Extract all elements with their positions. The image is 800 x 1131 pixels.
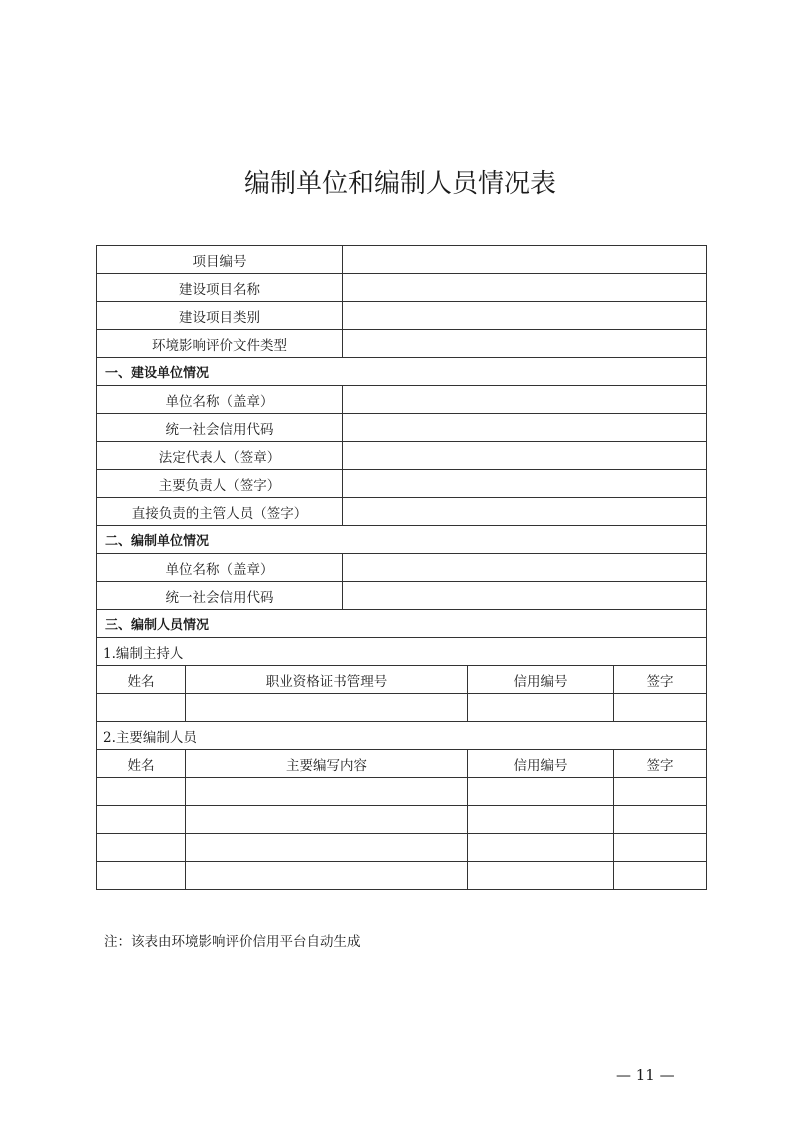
table-row <box>97 386 707 414</box>
section-heading-construction-unit: 一、建设单位情况 <box>97 358 707 386</box>
compiling-credit-code-label: 统一社会信用代码 <box>97 582 343 610</box>
staff-signature-cell[interactable] <box>614 834 707 862</box>
staff-signature-cell[interactable] <box>614 862 707 890</box>
compiling-unit-name-value[interactable] <box>343 554 707 582</box>
host-col-name: 姓名 <box>97 666 186 694</box>
table-row <box>97 526 707 554</box>
supervisor-value[interactable] <box>343 498 707 526</box>
host-credit-number-cell[interactable] <box>468 694 614 722</box>
legal-representative-value[interactable] <box>343 442 707 470</box>
table-row <box>97 582 707 610</box>
subsection-heading-host: 1.编制主持人 <box>97 638 707 666</box>
legal-representative-label: 法定代表人（签章） <box>97 442 343 470</box>
project-category-label: 建设项目类别 <box>97 302 343 330</box>
host-col-signature: 签字 <box>614 666 707 694</box>
staff-col-credit-number: 信用编号 <box>468 750 614 778</box>
table-row <box>97 778 707 806</box>
table-row <box>97 330 707 358</box>
staff-signature-cell[interactable] <box>614 778 707 806</box>
staff-content-cell[interactable] <box>186 862 468 890</box>
table-row <box>97 610 707 638</box>
staff-col-signature: 签字 <box>614 750 707 778</box>
staff-content-cell[interactable] <box>186 834 468 862</box>
staff-content-cell[interactable] <box>186 778 468 806</box>
eia-file-type-value[interactable] <box>343 330 707 358</box>
staff-name-cell[interactable] <box>97 806 186 834</box>
construction-unit-name-value[interactable] <box>343 386 707 414</box>
eia-file-type-label: 环境影响评价文件类型 <box>97 330 343 358</box>
staff-name-cell[interactable] <box>97 862 186 890</box>
project-number-label: 项目编号 <box>97 246 343 274</box>
construction-credit-code-label: 统一社会信用代码 <box>97 414 343 442</box>
host-name-cell[interactable] <box>97 694 186 722</box>
staff-signature-cell[interactable] <box>614 806 707 834</box>
table-row <box>97 694 707 722</box>
table-row <box>97 806 707 834</box>
construction-unit-name-label: 单位名称（盖章） <box>97 386 343 414</box>
compiling-unit-name-label: 单位名称（盖章） <box>97 554 343 582</box>
staff-name-cell[interactable] <box>97 834 186 862</box>
project-name-label: 建设项目名称 <box>97 274 343 302</box>
staff-credit-number-cell[interactable] <box>468 862 614 890</box>
principal-value[interactable] <box>343 470 707 498</box>
section-heading-personnel: 三、编制人员情况 <box>97 610 707 638</box>
staff-content-cell[interactable] <box>186 806 468 834</box>
table-row <box>97 834 707 862</box>
table-row <box>97 470 707 498</box>
table-row <box>97 414 707 442</box>
supervisor-label: 直接负责的主管人员（签字） <box>97 498 343 526</box>
construction-credit-code-value[interactable] <box>343 414 707 442</box>
table-row <box>97 358 707 386</box>
staff-name-cell[interactable] <box>97 778 186 806</box>
page-number: — 11 — <box>616 1066 675 1084</box>
host-col-credit-number: 信用编号 <box>468 666 614 694</box>
table-row <box>97 638 707 666</box>
project-number-value[interactable] <box>343 246 707 274</box>
project-category-value[interactable] <box>343 302 707 330</box>
subsection-heading-staff: 2.主要编制人员 <box>97 722 707 750</box>
staff-col-content: 主要编写内容 <box>186 750 468 778</box>
host-signature-cell[interactable] <box>614 694 707 722</box>
form-title: 编制单位和编制人员情况表 <box>243 169 556 199</box>
table-row <box>97 274 707 302</box>
table-row <box>97 862 707 890</box>
section-heading-compiling-unit: 二、编制单位情况 <box>97 526 707 554</box>
staff-credit-number-cell[interactable] <box>468 834 614 862</box>
host-col-certificate: 职业资格证书管理号 <box>186 666 468 694</box>
table-row <box>97 554 707 582</box>
table-row <box>97 246 707 274</box>
table-row <box>97 302 707 330</box>
staff-col-name: 姓名 <box>97 750 186 778</box>
table-row <box>97 750 707 778</box>
table-row <box>97 722 707 750</box>
table-row <box>97 666 707 694</box>
principal-label: 主要负责人（签字） <box>97 470 343 498</box>
staff-credit-number-cell[interactable] <box>468 778 614 806</box>
table-row <box>97 442 707 470</box>
compiling-credit-code-value[interactable] <box>343 582 707 610</box>
staff-credit-number-cell[interactable] <box>468 806 614 834</box>
footnote: 注：该表由环境影响评价信用平台自动生成 <box>104 934 361 950</box>
info-form-table <box>96 245 707 890</box>
table-row <box>97 498 707 526</box>
project-name-value[interactable] <box>343 274 707 302</box>
host-certificate-cell[interactable] <box>186 694 468 722</box>
